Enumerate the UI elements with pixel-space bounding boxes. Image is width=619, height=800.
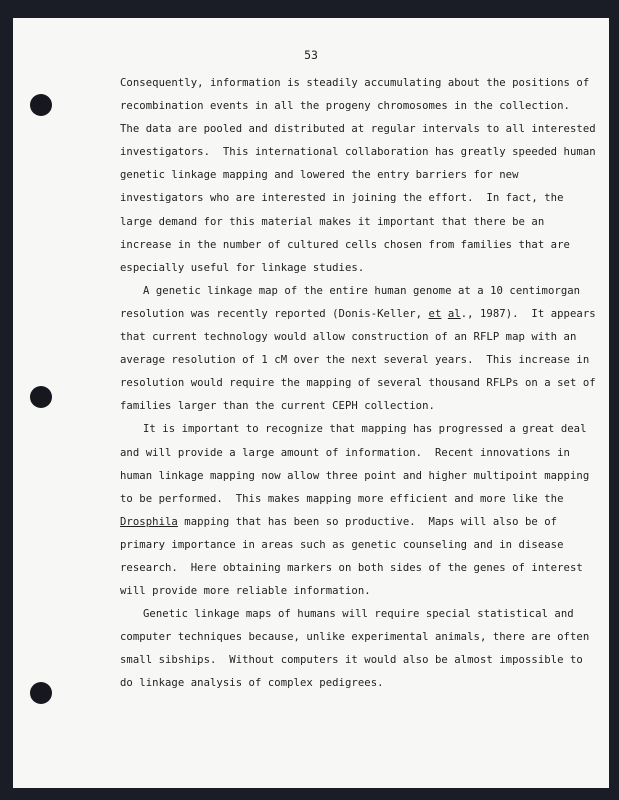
underlined-text: et [428, 307, 442, 320]
underlined-text: Drosphila [120, 515, 178, 528]
punch-hole-bottom [30, 682, 52, 704]
paragraph [120, 418, 590, 603]
text-segment: small sibships. Without computers it would also be almost impossible to [120, 654, 583, 667]
text-segment: recombination events in all the progeny chromosomes in the collection. [120, 100, 570, 113]
text-segment: Consequently, information is steadily accumulating about the positions of [120, 77, 590, 89]
text-line [120, 511, 590, 534]
text-segment: that current technology would allow construction of an RFLP map with an [120, 331, 577, 344]
text-line [120, 465, 590, 488]
text-segment: ., 1987). It appears [460, 307, 596, 320]
text-line [120, 72, 590, 95]
text-segment: families larger than the current CEPH collection. [120, 400, 435, 413]
text-segment: Genetic linkage maps of humans will require special statistical and [143, 608, 574, 621]
text-segment: A genetic linkage map of the entire human genome at a 10 centimorgan [143, 284, 581, 297]
text-line [120, 211, 590, 234]
text-segment: investigators. This international collaboration has greatly speeded human [120, 146, 596, 159]
text-line [120, 395, 590, 418]
text-segment: The data are pooled and distributed at regular intervals to all interested [120, 123, 596, 136]
text-line [120, 187, 590, 210]
text-segment: resolution was recently reported (Donis-Keller, [120, 307, 429, 320]
body-text [120, 72, 596, 696]
page-number: 53 [304, 48, 318, 62]
text-line [120, 488, 590, 511]
text-line [120, 580, 590, 603]
text-segment: to be performed. This makes mapping more efficient and more like the [120, 492, 564, 505]
text-segment: and will provide a large amount of information. Recent innovations in [120, 446, 570, 459]
text-segment: do linkage analysis of complex pedigrees. [120, 677, 384, 690]
text-segment: It is important to recognize that mapping has progressed a great deal [143, 423, 587, 436]
text-segment: mapping that has been so productive. Maps will also be of [177, 515, 558, 528]
text-segment: especially useful for linkage studies. [120, 261, 365, 274]
text-segment: large demand for this material makes it important that there be an [120, 215, 545, 228]
text-line [120, 118, 596, 141]
text-line [120, 257, 590, 280]
text-segment: research. Here obtaining markers on both sides of the genes of interest [120, 561, 583, 574]
text-line [120, 372, 596, 395]
text-segment: investigators who are interested in joining the effort. In fact, the [120, 192, 564, 205]
text-line [120, 141, 596, 164]
text-segment: resolution would require the mapping of several thousand RFLPs on a set of [120, 377, 596, 390]
paragraph [120, 603, 590, 695]
text-segment: genetic linkage mapping and lowered the entry barriers for new [120, 169, 519, 182]
text-segment: will provide more reliable information. [120, 585, 371, 598]
text-line [120, 534, 590, 557]
text-line [120, 280, 590, 303]
punch-hole-top [30, 94, 52, 116]
text-line [120, 442, 590, 465]
text-line [120, 603, 590, 626]
text-line [120, 164, 590, 187]
document-page [13, 18, 609, 788]
text-line [120, 672, 590, 695]
text-segment: primary importance in areas such as genetic counseling and in disease [120, 538, 564, 551]
text-segment: computer techniques because, unlike experimental animals, there are often [120, 631, 590, 644]
underlined-text: al [447, 307, 461, 320]
paragraph [120, 72, 596, 280]
text-line [120, 95, 590, 118]
text-segment: human linkage mapping now allow three point and higher multipoint mapping [120, 469, 590, 482]
text-line [120, 326, 590, 349]
text-segment: average resolution of 1 cM over the next several years. This increase in [120, 354, 590, 367]
text-line [120, 349, 590, 372]
text-line [120, 626, 590, 649]
punch-hole-middle [30, 386, 52, 408]
text-line [120, 303, 596, 326]
text-line [120, 234, 590, 257]
paragraph [120, 280, 596, 419]
text-segment: increase in the number of cultured cells chosen from families that are [120, 238, 570, 251]
text-line [120, 418, 590, 441]
text-line [120, 557, 590, 580]
text-line [120, 649, 590, 672]
